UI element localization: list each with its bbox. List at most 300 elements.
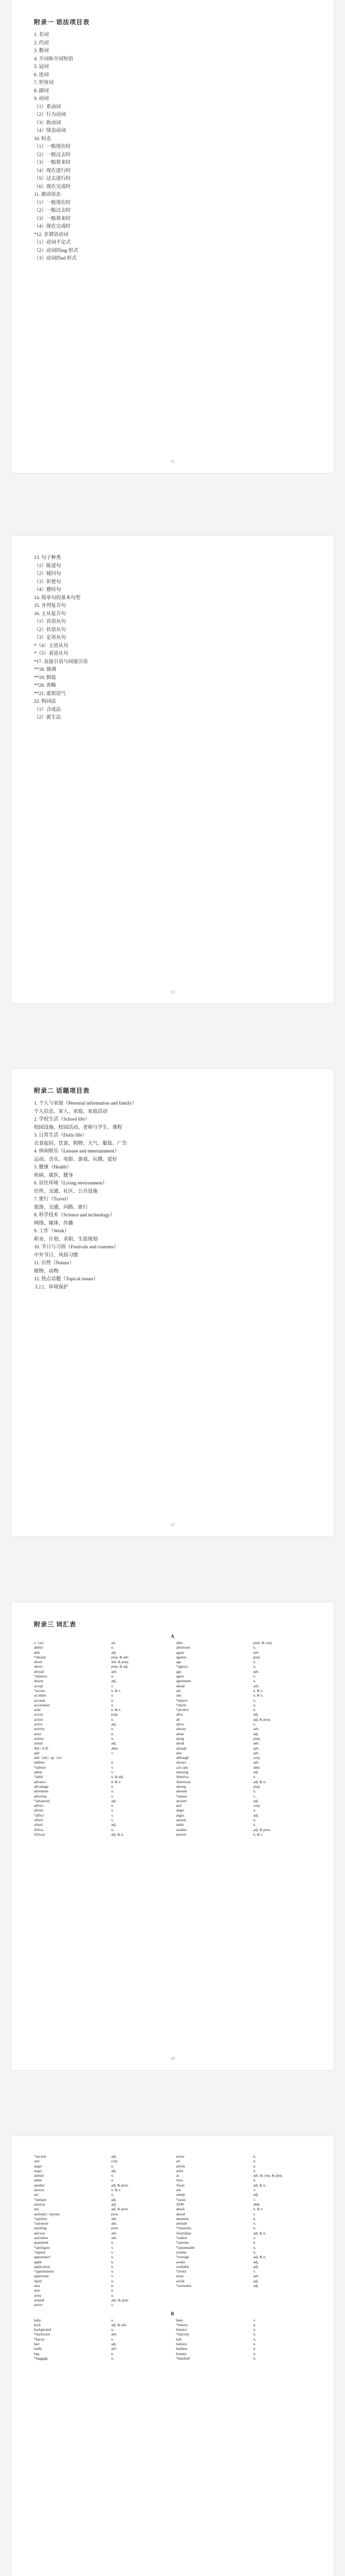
vocabulary-entry: [176, 1741, 311, 1746]
list-line: 1. 名词: [34, 32, 49, 38]
entry-word: asleep: [176, 2193, 185, 2197]
entry-word: always: [176, 1760, 186, 1765]
entry-part-of-speech: adv.: [111, 2332, 117, 2337]
entry-word: ask: [176, 2188, 181, 2193]
vocabulary-entry: [34, 2265, 169, 2269]
entry-word: angry: [176, 1813, 184, 1818]
entry-part-of-speech: pron.: [111, 2226, 119, 2231]
list-line: 人口、环境保护: [34, 1284, 68, 1290]
entry-part-of-speech: adv.: [111, 1669, 117, 1674]
entry-word: apartment: [34, 2241, 48, 2245]
vocabulary-entry: [34, 2294, 169, 2298]
entry-word: Africa: [34, 1827, 43, 1832]
entry-word: *anyhow: [34, 2216, 47, 2221]
vocabulary-entry: [176, 2332, 311, 2337]
entry-word: aid: [176, 1688, 181, 1693]
entry-part-of-speech: n.: [111, 2318, 114, 2323]
vocabulary-entry: [34, 2357, 169, 2361]
entry-word: advice: [34, 1804, 44, 1808]
entry-word: balance: [176, 2328, 187, 2332]
entry-word: absent: [34, 1679, 43, 1684]
vocabulary-entry: [176, 1833, 311, 1837]
entry-part-of-speech: adj.: [253, 1813, 259, 1818]
vocabulary-entry: [34, 1756, 169, 1760]
topic-list: [34, 1100, 311, 1292]
list-line: （1）系动词: [34, 104, 61, 110]
vocabulary-column-left: [34, 1641, 169, 1837]
entry-part-of-speech: v.: [111, 1794, 114, 1799]
entry-word: Asia: [176, 2178, 183, 2183]
entry-word: bamboo: [176, 2347, 188, 2351]
list-line: 网络、媒体、传播: [34, 1221, 74, 1226]
vocabulary-entry: [34, 2298, 169, 2303]
entry-word: *antique: [34, 2197, 47, 2202]
vocabulary-entry: [176, 2318, 311, 2323]
list-line: 3. 日常生活（Daily life）: [34, 1133, 87, 1138]
entry-part-of-speech: adv.: [111, 2216, 117, 2221]
vocabulary-columns: [34, 1641, 311, 1837]
entry-part-of-speech: n.: [253, 2226, 256, 2231]
document-page-1: [11, 0, 334, 473]
vocabulary-entry: [176, 2207, 311, 2212]
vocabulary-entry: [176, 2188, 311, 2193]
entry-part-of-speech: n.: [253, 2164, 256, 2168]
entry-word: agree: [176, 1674, 184, 1679]
vocabulary-entry: [176, 2164, 311, 2169]
list-line: 12. 热点话题（Topical issues）: [34, 1277, 98, 1282]
entry-part-of-speech: n.: [253, 1646, 256, 1650]
entry-part-of-speech: adj. & n.: [253, 2255, 266, 2260]
vocabulary-entry: [34, 1747, 169, 1751]
vocabulary-entry: [34, 1674, 169, 1679]
entry-word: AD / A.D.: [34, 1746, 49, 1751]
entry-part-of-speech: adj.: [111, 1799, 117, 1803]
entry-part-of-speech: n.: [253, 1818, 256, 1822]
entry-part-of-speech: n.: [111, 2351, 114, 2356]
entry-word: accept: [34, 1684, 43, 1688]
vocabulary-entry: [34, 2337, 169, 2342]
entry-word: anything: [34, 2226, 47, 2231]
entry-word: *appear: [34, 2250, 46, 2255]
entry-word: almost: [176, 1727, 186, 1732]
vocabulary-column-left: [34, 2155, 169, 2308]
entry-part-of-speech: n.: [111, 2289, 114, 2293]
document-page-4: [11, 1602, 334, 2070]
entry-word: background: [34, 2328, 51, 2332]
list-line: （1）合成法: [34, 707, 61, 713]
vocabulary-entry: [176, 1708, 311, 1713]
entry-word: actual: [34, 1741, 43, 1746]
entry-part-of-speech: adj.: [111, 1679, 117, 1684]
entry-part-of-speech: adv.: [111, 2231, 117, 2235]
vocabulary-entry: [34, 2207, 169, 2212]
vocabulary-entry: [176, 2183, 311, 2188]
list-line: 9. 动词: [34, 96, 49, 101]
vocabulary-entry: [34, 2274, 169, 2279]
entry-part-of-speech: n.: [111, 1827, 114, 1832]
list-line: **18. 强调: [34, 667, 56, 672]
list-line: （3）定语从句: [34, 635, 66, 640]
entry-part-of-speech: n.: [111, 2164, 114, 2168]
entry-word: apple: [34, 2260, 42, 2264]
entry-word: across: [34, 1713, 43, 1717]
section-letter: A: [170, 1634, 175, 1639]
vocabulary-entry: [176, 1718, 311, 1722]
vocabulary-entry: [34, 1660, 169, 1665]
entry-part-of-speech: adv.: [111, 2347, 117, 2351]
entry-part-of-speech: prep.: [253, 1736, 261, 1741]
appendix-heading: 附录一 语法项目表: [34, 19, 90, 26]
entry-part-of-speech: n.: [253, 2337, 256, 2342]
vocabulary-entry: [34, 2202, 169, 2207]
entry-part-of-speech: prep. & adv.: [111, 1655, 129, 1659]
vocabulary-entry: [34, 2289, 169, 2293]
entry-part-of-speech: n.: [111, 2293, 114, 2298]
document-page-5: [11, 2136, 334, 2576]
vocabulary-entry: [176, 1780, 311, 1785]
entry-word: agreement: [176, 1679, 192, 1684]
vocabulary-entry: [176, 1775, 311, 1780]
vocabulary-entry: [34, 2226, 169, 2231]
entry-part-of-speech: n.: [253, 2178, 256, 2183]
entry-word: area: [34, 2284, 40, 2289]
entry-part-of-speech: n.: [111, 2328, 114, 2332]
vocabulary-entry: [176, 1679, 311, 1684]
vocabulary-entry: [34, 1665, 169, 1669]
entry-part-of-speech: v.: [111, 1684, 114, 1688]
vocabulary-entry: [176, 1641, 311, 1646]
entry-part-of-speech: adj. & n.: [253, 1780, 266, 1784]
vocabulary-entry: [176, 1651, 311, 1655]
vocabulary-entry: [176, 1747, 311, 1751]
entry-part-of-speech: adv. & conj. & prep.: [253, 2174, 283, 2178]
entry-part-of-speech: v.: [253, 1722, 256, 1727]
list-line: 10. 时态: [34, 136, 51, 142]
list-line: 校园设施、校园活动、老师与学生、课程: [34, 1125, 123, 1130]
vocabulary-entry: [34, 1818, 169, 1823]
grammar-list-continued: [34, 554, 311, 722]
entry-word: ant: [34, 2193, 39, 2197]
entry-part-of-speech: conj.: [253, 1804, 261, 1808]
entry-word: *anymore: [34, 2222, 48, 2226]
entry-word: again: [176, 1650, 184, 1655]
entry-part-of-speech: n.: [111, 1717, 114, 1722]
entry-word: *ancient: [34, 2155, 46, 2159]
entry-part-of-speech: n.: [253, 2216, 256, 2221]
vocabulary-entry: [34, 1804, 169, 1808]
list-line: 运动、音乐、电影、游戏、玩偶、爱好: [34, 1157, 117, 1162]
entry-part-of-speech: n.: [111, 1760, 114, 1765]
section-letter: B: [170, 2311, 174, 2316]
entry-part-of-speech: n.: [111, 1736, 114, 1741]
vocabulary-entry: [34, 2164, 169, 2169]
entry-part-of-speech: n.: [111, 2260, 114, 2264]
vocabulary-entry: [34, 1689, 169, 1693]
entry-part-of-speech: v.: [253, 2197, 256, 2202]
vocabulary-entry: [34, 1785, 169, 1789]
vocabulary-entry: [176, 1732, 311, 1737]
entry-part-of-speech: n.: [111, 2178, 114, 2183]
entry-part-of-speech: prep. & conj.: [253, 1641, 272, 1645]
entry-part-of-speech: adj.: [253, 2264, 259, 2269]
vocabulary-entry: [34, 1789, 169, 1794]
vocabulary-entry: [34, 2323, 169, 2328]
entry-part-of-speech: adj.: [253, 1770, 259, 1775]
list-line: 2. 代词: [34, 40, 49, 46]
entry-part-of-speech: n.: [253, 2245, 256, 2250]
entry-part-of-speech: adj.: [253, 2284, 259, 2289]
vocabulary-entry: [34, 1828, 169, 1833]
vocabulary-entry: [34, 2279, 169, 2284]
list-line: （3）助动词: [34, 120, 61, 126]
page-number: 14: [170, 2056, 175, 2061]
entry-word: advise: [34, 1808, 43, 1813]
list-line: 旅游、交通、问路、旅行: [34, 1205, 88, 1210]
vocabulary-entry: [176, 2323, 311, 2328]
entry-part-of-speech: n.: [111, 1732, 114, 1736]
vocabulary-entry: [34, 2303, 169, 2308]
entry-part-of-speech: adv.: [111, 2222, 117, 2226]
vocabulary-entry: [34, 1651, 169, 1655]
entry-word: appearance: [34, 2255, 50, 2260]
entry-word: afraid: [34, 1823, 43, 1827]
entry-word: angry: [34, 2168, 42, 2173]
vocabulary-entry: [176, 1789, 311, 1794]
list-line: 9. 工作（Work）: [34, 1229, 70, 1234]
vocabulary-entry: [34, 2174, 169, 2178]
entry-word: alone: [176, 1732, 184, 1736]
list-line: 15. 并列复合句: [34, 603, 66, 608]
entry-word: art: [176, 2159, 180, 2164]
vocabulary-entry: [34, 1641, 169, 1646]
entry-word: answer: [34, 2188, 44, 2193]
entry-word: afford: [34, 1818, 43, 1822]
vocabulary-entry: [34, 1670, 169, 1674]
entry-part-of-speech: v.: [111, 2303, 114, 2308]
entry-part-of-speech: art.: [111, 1641, 116, 1645]
entry-part-of-speech: n. & v.: [253, 2207, 263, 2212]
entry-word: another: [176, 1827, 187, 1832]
vocabulary-entry: [176, 2279, 311, 2284]
entry-word: anywhere: [34, 2236, 48, 2241]
list-line: 6. 连词: [34, 72, 49, 78]
list-line: 1. 个人与家庭（Personal information and family）: [34, 1101, 137, 1106]
entry-part-of-speech: adj. & pron.: [253, 1827, 271, 1832]
entry-part-of-speech: adj. & pron.: [111, 2207, 129, 2212]
appendix-heading: 附录三 词汇表: [34, 1621, 77, 1628]
vocabulary-entry: [176, 1722, 311, 1727]
vocabulary-entry: [34, 1713, 169, 1717]
vocabulary-entry: [176, 2212, 311, 2217]
entry-part-of-speech: prep. & adj.: [111, 1665, 129, 1669]
vocabulary-entry: [176, 1699, 311, 1703]
entry-part-of-speech: n.: [253, 2250, 256, 2255]
vocabulary-entry: [176, 2159, 311, 2164]
entry-part-of-speech: adj.: [111, 1722, 117, 1727]
entry-part-of-speech: v.: [111, 1765, 114, 1770]
entry-word: avenue: [176, 2250, 186, 2255]
entry-part-of-speech: conj.: [111, 2159, 118, 2164]
entry-word: *affect: [34, 1813, 44, 1818]
entry-part-of-speech: n.: [253, 2347, 256, 2351]
list-line: （2）行为动词: [34, 112, 66, 117]
vocabulary-entry: [34, 2318, 169, 2323]
list-line: 5. 健康（Health）: [34, 1165, 72, 1170]
vocabulary-entry: [34, 1703, 169, 1708]
entry-part-of-speech: n.: [253, 2155, 256, 2159]
vocabulary-columns-b: [34, 2318, 311, 2362]
vocabulary-entry: [34, 2169, 169, 2174]
entry-part-of-speech: adj.: [253, 1713, 259, 1717]
entry-part-of-speech: adj.: [111, 2342, 117, 2346]
entry-part-of-speech: n.: [253, 2332, 256, 2337]
entry-part-of-speech: adv.: [253, 1669, 260, 1674]
entry-word: answer: [176, 1832, 186, 1837]
vocabulary-entry: [176, 1785, 311, 1789]
vocabulary-entry: [34, 2250, 169, 2255]
entry-word: army: [34, 2293, 42, 2298]
page-number: 12: [170, 990, 175, 994]
entry-part-of-speech: adj.: [111, 1650, 117, 1655]
entry-part-of-speech: adj.: [253, 2193, 259, 2197]
entry-part-of-speech: adj. & n.: [253, 2231, 266, 2235]
list-line: 6. 居住环境（Living environment）: [34, 1181, 108, 1186]
list-line: 衣食起居、饮食、购物、天气、服装、广告: [34, 1141, 127, 1146]
entry-part-of-speech: prep.: [253, 1784, 261, 1789]
entry-word: *alcohol: [176, 1708, 189, 1713]
vocabulary-entry: [176, 1766, 311, 1770]
entry-word: *autumnable: [176, 2245, 195, 2250]
vocabulary-entry: [176, 2274, 311, 2279]
vocabulary-entry: [34, 2260, 169, 2265]
vocabulary-entry: [34, 2178, 169, 2183]
entry-part-of-speech: prep.: [111, 1713, 119, 1717]
vocabulary-entry: [34, 1823, 169, 1827]
vocabulary-entry: [176, 2255, 311, 2260]
vocabulary-entry: [34, 2183, 169, 2188]
vocabulary-entry: [34, 1799, 169, 1804]
entry-word: activity: [34, 1727, 45, 1732]
vocabulary-entry: [176, 2217, 311, 2222]
vocabulary-entry: [34, 2231, 169, 2236]
entry-word: ankle: [176, 1823, 184, 1827]
entry-part-of-speech: adj. & n.: [111, 1832, 124, 1837]
vocabulary-entry: [176, 2231, 311, 2236]
document-page-3: [11, 1069, 334, 1536]
entry-word: advertise: [34, 1794, 47, 1799]
entry-word: add（sth）up（to）: [34, 1756, 64, 1760]
entry-word: *agency: [176, 1665, 188, 1669]
entry-word: although: [176, 1756, 189, 1760]
entry-word: also: [176, 1751, 182, 1755]
entry-word: anxious: [34, 2202, 45, 2207]
list-line: 16. 主从复合句: [34, 611, 66, 617]
entry-part-of-speech: n.: [253, 1708, 256, 1713]
entry-word: ankle: [34, 2178, 42, 2183]
entry-part-of-speech: v.: [253, 2269, 256, 2274]
vocabulary-entry: [34, 1718, 169, 1722]
vocabulary-entry: [176, 2357, 311, 2361]
entry-word: ability: [34, 1646, 43, 1650]
entry-word: *airport: [176, 1698, 188, 1703]
vocabulary-entry: [34, 2217, 169, 2222]
list-line: 职业、计划、求职、生涯规划: [34, 1236, 98, 1242]
entry-word: as: [176, 2174, 179, 2178]
vocabulary-entry: [34, 1751, 169, 1756]
vocabulary-entry: [34, 2212, 169, 2217]
entry-part-of-speech: adj.: [111, 2155, 117, 2159]
entry-part-of-speech: n.: [253, 2222, 256, 2226]
list-line: 14. 简单句的基本句型: [34, 595, 81, 601]
entry-word: against: [176, 1655, 186, 1659]
list-line: （2）疑问句: [34, 571, 61, 577]
vocabulary-entry: [176, 2236, 311, 2241]
vocabulary-entry: [34, 1684, 169, 1689]
entry-word: actress: [34, 1736, 44, 1741]
entry-part-of-speech: v.: [111, 1813, 114, 1818]
entry-word: attitude: [176, 2222, 187, 2226]
entry-word: banana: [176, 2351, 186, 2356]
vocabulary-entry: [176, 1674, 311, 1679]
vocabulary-entry: [34, 2159, 169, 2164]
entry-word: among: [176, 1784, 186, 1789]
entry-part-of-speech: n.: [111, 2279, 114, 2283]
vocabulary-entry: [176, 2265, 311, 2269]
entry-part-of-speech: n. & v.: [253, 1693, 263, 1698]
vocabulary-entry: [176, 2352, 311, 2357]
vocabulary-entry: [176, 2169, 311, 2174]
page-number: 13: [170, 1522, 175, 1527]
list-line: 中外节日、风俗习惯: [34, 1252, 78, 1258]
vocabulary-entry: [34, 2188, 169, 2193]
vocabulary-entry: [176, 1646, 311, 1650]
entry-part-of-speech: adj.: [111, 1823, 117, 1827]
entry-word: and: [34, 2159, 40, 2164]
entry-word: Asian: [176, 2183, 185, 2188]
vocabulary-entry: [34, 1760, 169, 1765]
vocabulary-entry: [176, 1756, 311, 1760]
list-line: 4. 介词和介词短语: [34, 56, 74, 62]
vocabulary-entry: [176, 2174, 311, 2178]
entry-part-of-speech: n.: [111, 1693, 114, 1698]
entry-word: African: [34, 1832, 45, 1837]
entry-word: anybody / anyone: [34, 2212, 60, 2216]
entry-word: arm: [34, 2289, 40, 2293]
vocabulary-entry: [176, 1689, 311, 1693]
entry-word: balloon: [176, 2342, 187, 2346]
entry-word: *awesome: [176, 2284, 192, 2289]
entry-part-of-speech: v.: [111, 1808, 114, 1813]
vocabulary-entry: [34, 2222, 169, 2226]
vocabulary-entry: [34, 2236, 169, 2241]
entry-word: age: [176, 1660, 181, 1665]
list-line: 8. 科学技术（Science and technology）: [34, 1213, 115, 1218]
entry-part-of-speech: adj. & n.: [253, 2183, 266, 2188]
vocabulary-entry: [176, 1703, 311, 1708]
entry-part-of-speech: n.: [253, 1823, 256, 1827]
entry-word: another: [34, 2183, 45, 2188]
entry-part-of-speech: v.: [111, 2245, 114, 2250]
vocabulary-entry: [176, 1660, 311, 1665]
page-number: 11: [170, 459, 175, 464]
entry-word: alive: [176, 1713, 183, 1717]
entry-word: *alarm: [176, 1703, 186, 1707]
entry-word: actor: [34, 1732, 41, 1736]
entry-part-of-speech: adv.: [253, 1760, 260, 1765]
vocabulary-entry: [176, 1655, 311, 1660]
entry-word: baby: [34, 2318, 41, 2323]
vocabulary-entry: [34, 1775, 169, 1780]
